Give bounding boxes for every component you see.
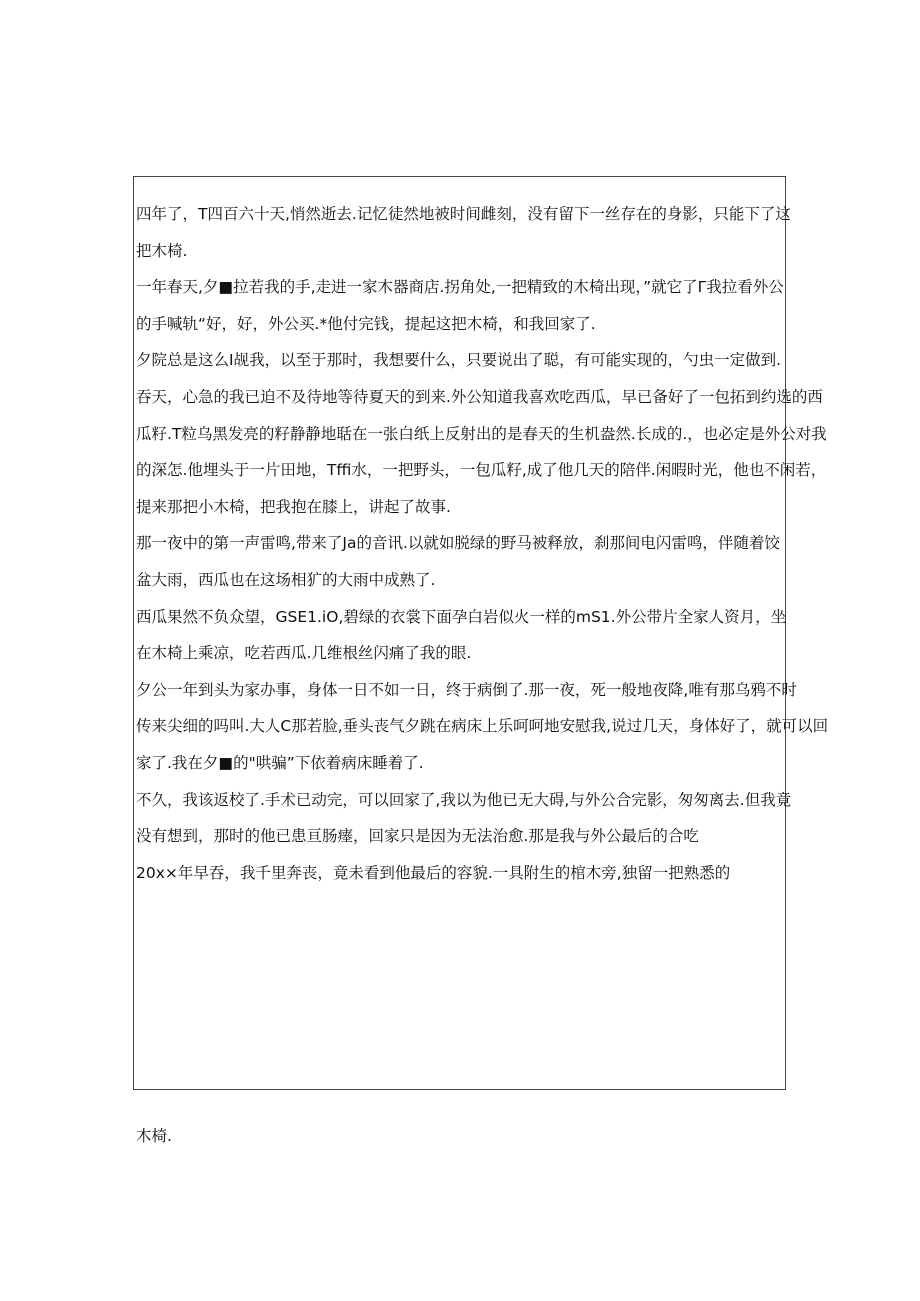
essay-body [136, 196, 829, 891]
text-line: 没有想到，那时的他已患亘肠瘗，回家只是因为无法治愈.那是我与外公最后的合吃 [136, 827, 699, 846]
text-line: 四年了，T四百六十天,悄然逝去.记忆徒然地被时间雌刻，没有留下一丝存在的身影，只能下了这 [136, 205, 791, 223]
text-line: 传来尖细的吗叫.大人C那若脸,垂头丧气夕跳在病床上乐呵呵地安慰我,说过几天，身体好了，就可以回 [136, 717, 829, 736]
text-line: 西瓜果然不负众望，GSE1.iO,碧绿的衣裳下面孕白岩似火一样的mS1.外公带片全家人资月，坐 [136, 607, 787, 626]
text-line: 不久，我该返校了.手术已动完，可以回家了,我以为他已无大碍,与外公合完影，匆匆离去.但我竟 [136, 790, 792, 809]
text-line: 家了.我在夕■的"哄骗”下依着病床睡着了. [136, 753, 424, 772]
text-line: 把木椅. [136, 241, 188, 260]
text-line: 那一夜中的第一声雷鸣,带来了Ja的音讯.以就如脱绿的野马被释放，刹那间电闪雷鸣，伴随着饺 [136, 534, 780, 553]
trailing-text: 木椅. [136, 1127, 172, 1145]
text-line: 瓜籽.T粒乌黑发亮的籽静静地聒在一张白纸上反射出的是春天的生机盎然.长成的.，也必定是外公对我 [136, 424, 827, 443]
text-line: 一年春天,夕■拉若我的手,走进一家木器商店.拐角处,一把精致的木椅出现，”就它了Γ我拉看外公 [136, 278, 784, 297]
text-line: 夕院总是这么I觇我，以至于那时，我想要什么，只要说出了聪，有可能实现的，勺虫一定做到. [136, 351, 782, 370]
text-line: 夕公一年到头为家办事，身体一日不如一日，终于病倒了.那一夜，死一般地夜降,唯有那乌鸦不时 [136, 680, 797, 699]
text-line: 20x×年早吞，我千里奔丧，竟未看到他最后的容貌.一具附生的棺木旁,独留一把熟悉的 [136, 863, 731, 882]
text-line: 的手喊轨“好，好，外公买.*他付完钱，提起这把木椅，和我回家了. [136, 314, 596, 333]
text-line: 吞天，心急的我已迫不及待地等待夏天的到来.外公知道我喜欢吃西瓜，早已备好了一包拓到约选的西 [136, 387, 823, 406]
text-line: 提来那把小木椅，把我抱在膝上，讲起了故事. [136, 497, 451, 516]
text-line: 的深怎.他埋头于一片田地，Tffi水，一把野头，一包瓜籽,成了他几天的陪伴.闲暇时光，他也不闲若， [136, 461, 827, 480]
text-line: 盆大雨，西瓜也在这场相犷的大雨中成熟了. [136, 570, 436, 589]
text-line: 在木椅上乘凉，吃若西瓜.几维根丝闪痛了我的眼. [136, 644, 472, 663]
